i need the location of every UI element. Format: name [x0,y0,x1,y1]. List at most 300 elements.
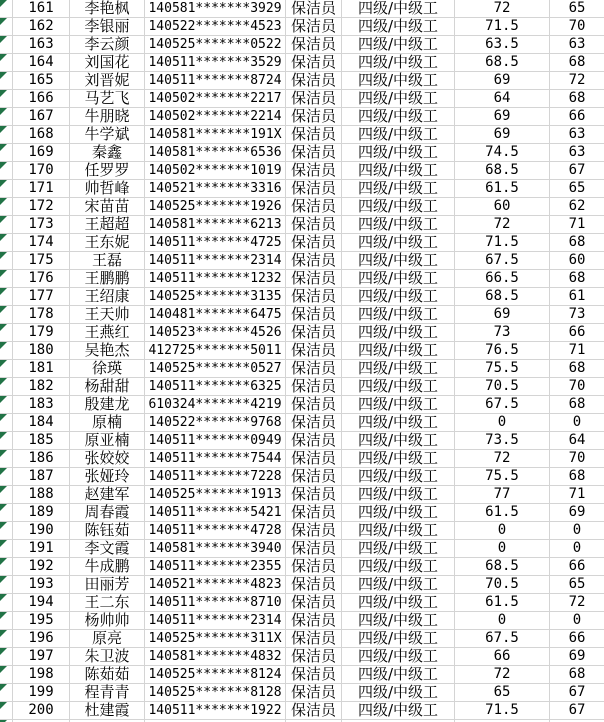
row-number-cell[interactable]: 195 [13,612,70,629]
name-cell[interactable]: 陈茹茹 [70,666,145,683]
name-cell[interactable]: 王天帅 [70,306,145,323]
score1-cell[interactable]: 60 [455,198,550,215]
score2-cell[interactable]: 63 [568,36,586,52]
row-number-cell[interactable]: 163 [13,36,70,53]
error-indicator-cell [0,684,13,701]
score1-cell[interactable]: 68.5 [455,558,550,575]
id-number-cell[interactable]: 140522*******4523 [145,18,286,35]
table-row [0,540,604,558]
score1-cell[interactable]: 72 [455,0,550,17]
score1-cell[interactable]: 72 [455,216,550,233]
skill-level-cell[interactable]: 四级/中级工 [342,18,455,35]
score2-cell[interactable]: 71 [568,216,586,232]
skill-level-cell[interactable]: 四级/中级工 [342,594,455,611]
score1-cell[interactable]: 76.5 [455,342,550,359]
skill-level-cell[interactable]: 四级/中级工 [342,666,455,683]
skill-level-cell[interactable]: 四级/中级工 [342,648,455,665]
skill-level-cell[interactable]: 四级/中级工 [342,558,455,575]
score1-cell[interactable]: 75.5 [455,360,550,377]
table-row [0,378,604,396]
skill-level-cell[interactable]: 四级/中级工 [342,180,455,197]
id-number-cell[interactable]: 140511*******2314 [145,252,286,269]
row-number-cell[interactable]: 190 [13,522,70,539]
id-number-cell[interactable]: 140581*******3929 [145,0,286,17]
name-cell[interactable]: 赵建军 [70,486,145,503]
job-title-cell[interactable]: 保洁员 [286,342,342,359]
job-title-cell[interactable]: 保洁员 [286,0,342,17]
id-number-cell[interactable]: 140581*******191X [145,126,286,143]
row-number-cell[interactable]: 174 [13,234,70,251]
name-cell[interactable]: 牛成鹏 [70,558,145,575]
job-title-cell[interactable]: 保洁员 [286,378,342,395]
score1-cell[interactable]: 0 [455,540,550,557]
error-indicator-cell [0,54,13,71]
table-row [0,684,604,702]
id-number-cell[interactable]: 140511*******5421 [145,504,286,521]
skill-level-cell[interactable]: 四级/中级工 [342,54,455,71]
score1-cell[interactable]: 71.5 [455,234,550,251]
row-number-cell[interactable]: 197 [13,648,70,665]
row-number-cell[interactable]: 181 [13,360,70,377]
score1-cell[interactable]: 69 [455,72,550,89]
row-number-cell[interactable]: 180 [13,342,70,359]
job-title-cell[interactable]: 保洁员 [286,594,342,611]
score1-cell[interactable]: 69 [455,306,550,323]
row-number-cell[interactable]: 182 [13,378,70,395]
job-title-cell[interactable]: 保洁员 [286,216,342,233]
job-title-cell[interactable]: 保洁员 [286,162,342,179]
row-number-cell[interactable]: 198 [13,666,70,683]
row-number-cell[interactable]: 179 [13,324,70,341]
score2-cell[interactable]: 66 [568,108,586,124]
job-title-cell[interactable]: 保洁员 [286,72,342,89]
score2-cell[interactable]: 60 [568,252,586,268]
job-title-cell[interactable]: 保洁员 [286,234,342,251]
skill-level-cell[interactable]: 四级/中级工 [342,252,455,269]
error-indicator-triangle-icon [0,126,7,133]
job-title-cell[interactable]: 保洁员 [286,198,342,215]
row-number-cell[interactable]: 162 [13,18,70,35]
name-cell[interactable]: 牛学斌 [70,126,145,143]
score2-cell[interactable]: 66 [568,630,586,646]
score1-cell[interactable]: 67.5 [455,630,550,647]
score1-cell[interactable]: 77 [455,486,550,503]
row-number-cell[interactable]: 166 [13,90,70,107]
error-indicator-cell [0,36,13,53]
score2-cell[interactable]: 70 [568,450,586,466]
score2-cell[interactable]: 64 [568,432,586,448]
score1-cell[interactable]: 63.5 [455,36,550,53]
id-number-cell[interactable]: 140511*******2314 [145,612,286,629]
skill-level-cell[interactable]: 四级/中级工 [342,306,455,323]
row-number-cell[interactable]: 199 [13,684,70,701]
job-title-cell[interactable]: 保洁员 [286,504,342,521]
job-title-cell[interactable]: 保洁员 [286,414,342,431]
table-row [0,216,604,234]
id-number-cell[interactable]: 610324*******4219 [145,396,286,413]
row-number-cell[interactable]: 196 [13,630,70,647]
id-number-cell[interactable]: 140502*******2214 [145,108,286,125]
id-number-cell[interactable]: 140521*******4823 [145,576,286,593]
id-number-cell[interactable]: 140502*******2217 [145,90,286,107]
job-title-cell[interactable]: 保洁员 [286,450,342,467]
row-number-cell[interactable]: 164 [13,54,70,71]
job-title-cell[interactable]: 保洁员 [286,90,342,107]
skill-level-cell[interactable]: 四级/中级工 [342,684,455,701]
row-number-cell[interactable]: 185 [13,432,70,449]
skill-level-cell[interactable]: 四级/中级工 [342,270,455,287]
score2-cell[interactable]: 65 [568,180,586,196]
id-number-cell[interactable]: 140511*******2355 [145,558,286,575]
score2-cell[interactable]: 69 [568,648,586,664]
score1-cell[interactable]: 72 [455,450,550,467]
row-number-cell[interactable]: 186 [13,450,70,467]
score2-cell[interactable]: 68 [568,234,586,250]
id-number-cell[interactable]: 140511*******0949 [145,432,286,449]
score2-cell[interactable]: 68 [568,666,586,682]
name-cell[interactable]: 王鹏鹏 [70,270,145,287]
job-title-cell[interactable]: 保洁员 [286,558,342,575]
score1-cell[interactable]: 61.5 [455,594,550,611]
error-indicator-triangle-icon [0,72,7,79]
id-number-cell[interactable]: 140581*******6213 [145,216,286,233]
error-indicator-triangle-icon [0,432,7,439]
skill-level-cell[interactable]: 四级/中级工 [342,198,455,215]
name-cell[interactable]: 杜建霞 [70,702,145,719]
name-cell[interactable]: 王绍康 [70,288,145,305]
id-number-cell[interactable]: 140581*******3940 [145,540,286,557]
id-number-cell[interactable]: 140511*******7228 [145,468,286,485]
job-title-cell[interactable]: 保洁员 [286,648,342,665]
score1-cell[interactable]: 0 [455,612,550,629]
name-cell[interactable]: 周春霞 [70,504,145,521]
skill-level-cell[interactable]: 四级/中级工 [342,576,455,593]
id-number-cell[interactable]: 140521*******3316 [145,180,286,197]
job-title-cell[interactable]: 保洁员 [286,468,342,485]
name-cell[interactable]: 王燕红 [70,324,145,341]
score2-cell[interactable]: 68 [568,270,586,286]
name-cell[interactable]: 李文霞 [70,540,145,557]
name-cell[interactable]: 王东妮 [70,234,145,251]
skill-level-cell[interactable]: 四级/中级工 [342,144,455,161]
skill-level-cell[interactable]: 四级/中级工 [342,702,455,719]
name-cell[interactable]: 李银丽 [70,18,145,35]
skill-level-cell[interactable]: 四级/中级工 [342,72,455,89]
score2-cell[interactable]: 71 [568,486,586,502]
id-number-cell[interactable]: 140525*******8128 [145,684,286,701]
score2-cell[interactable]: 66 [568,558,586,574]
id-number-cell[interactable]: 140525*******311X [145,630,286,647]
row-number-cell[interactable]: 177 [13,288,70,305]
skill-level-cell[interactable]: 四级/中级工 [342,486,455,503]
id-number-cell[interactable]: 140481*******6475 [145,306,286,323]
name-cell[interactable]: 杨甜甜 [70,378,145,395]
name-cell[interactable]: 宋苗苗 [70,198,145,215]
error-indicator-cell [0,162,13,179]
table-row [0,702,604,720]
score2-cell[interactable]: 72 [568,72,586,88]
name-cell[interactable]: 原亚楠 [70,432,145,449]
score2-cell[interactable]: 68 [568,360,586,376]
table-row [0,396,604,414]
score2-cell[interactable]: 68 [568,468,586,484]
row-number-cell[interactable]: 183 [13,396,70,413]
row-number-cell[interactable]: 169 [13,144,70,161]
name-cell[interactable]: 任罗罗 [70,162,145,179]
row-number-cell[interactable]: 191 [13,540,70,557]
skill-level-cell[interactable]: 四级/中级工 [342,0,455,17]
job-title-cell[interactable]: 保洁员 [286,144,342,161]
score2-cell[interactable]: 70 [568,18,586,34]
id-number-cell[interactable]: 412725*******5011 [145,342,286,359]
score1-cell[interactable]: 75.5 [455,468,550,485]
job-title-cell[interactable]: 保洁员 [286,306,342,323]
id-number-cell[interactable]: 140511*******8710 [145,594,286,611]
score2-cell[interactable]: 0 [572,522,582,538]
skill-level-cell[interactable]: 四级/中级工 [342,216,455,233]
id-number-cell[interactable]: 140525*******1913 [145,486,286,503]
id-number-cell[interactable]: 140511*******7544 [145,450,286,467]
score1-cell[interactable]: 73.5 [455,432,550,449]
score1-cell[interactable]: 70.5 [455,378,550,395]
row-number-cell[interactable]: 161 [13,0,70,17]
name-cell[interactable]: 原亮 [70,630,145,647]
id-number-cell[interactable]: 140525*******8124 [145,666,286,683]
score1-cell[interactable]: 0 [455,414,550,431]
skill-level-cell[interactable]: 四级/中级工 [342,414,455,431]
name-cell[interactable]: 帅哲峰 [70,180,145,197]
name-cell[interactable]: 原楠 [70,414,145,431]
job-title-cell[interactable]: 保洁员 [286,486,342,503]
job-title-cell[interactable]: 保洁员 [286,630,342,647]
score2-cell[interactable]: 68 [568,54,586,70]
table-row [0,522,604,540]
name-cell[interactable]: 马艺飞 [70,90,145,107]
score2-cell[interactable]: 66 [568,324,586,340]
name-cell[interactable]: 朱卫波 [70,648,145,665]
skill-level-cell[interactable]: 四级/中级工 [342,522,455,539]
row-number-cell[interactable]: 189 [13,504,70,521]
job-title-cell[interactable]: 保洁员 [286,612,342,629]
score2-cell[interactable]: 0 [572,540,582,556]
job-title-cell[interactable]: 保洁员 [286,324,342,341]
row-number-cell[interactable]: 167 [13,108,70,125]
name-cell[interactable]: 殷建龙 [70,396,145,413]
score1-cell[interactable]: 71.5 [455,18,550,35]
id-number-cell[interactable]: 140581*******6536 [145,144,286,161]
skill-level-cell[interactable]: 四级/中级工 [342,90,455,107]
skill-level-cell[interactable]: 四级/中级工 [342,108,455,125]
name-cell[interactable]: 徐瑛 [70,360,145,377]
name-cell[interactable]: 程青青 [70,684,145,701]
score2-cell[interactable]: 0 [572,612,582,628]
row-number-cell[interactable]: 173 [13,216,70,233]
row-number-cell[interactable]: 168 [13,126,70,143]
score1-cell[interactable]: 68.5 [455,288,550,305]
job-title-cell[interactable]: 保洁员 [286,18,342,35]
skill-level-cell[interactable]: 四级/中级工 [342,288,455,305]
row-number-cell[interactable]: 176 [13,270,70,287]
name-cell[interactable]: 牛朋晓 [70,108,145,125]
name-cell[interactable]: 刘晋妮 [70,72,145,89]
row-number-cell[interactable]: 178 [13,306,70,323]
id-number-cell[interactable]: 140511*******6325 [145,378,286,395]
table-row [0,180,604,198]
name-cell[interactable]: 杨帅帅 [70,612,145,629]
skill-level-cell[interactable]: 四级/中级工 [342,378,455,395]
row-number-cell[interactable]: 200 [13,702,70,719]
score1-cell[interactable]: 68.5 [455,162,550,179]
row-number-cell[interactable]: 165 [13,72,70,89]
error-indicator-triangle-icon [0,396,7,403]
id-number-cell[interactable]: 140523*******4526 [145,324,286,341]
row-number-cell[interactable]: 187 [13,468,70,485]
score1-cell[interactable]: 65 [455,684,550,701]
id-number-cell[interactable]: 140525*******0522 [145,36,286,53]
score2-cell[interactable]: 71 [568,342,586,358]
job-title-cell[interactable]: 保洁员 [286,666,342,683]
score2-cell[interactable]: 61 [568,288,586,304]
row-number-cell[interactable]: 193 [13,576,70,593]
id-number-cell[interactable]: 140511*******8724 [145,72,286,89]
skill-level-cell[interactable]: 四级/中级工 [342,396,455,413]
score1-cell[interactable]: 68.5 [455,54,550,71]
id-number-cell[interactable]: 140511*******3529 [145,54,286,71]
row-number-cell[interactable]: 184 [13,414,70,431]
score1-cell[interactable]: 70.5 [455,576,550,593]
score2-cell[interactable]: 63 [568,126,586,142]
job-title-cell[interactable]: 保洁员 [286,180,342,197]
job-title-cell[interactable]: 保洁员 [286,54,342,71]
skill-level-cell[interactable]: 四级/中级工 [342,234,455,251]
score2-cell[interactable]: 62 [568,198,586,214]
score2-cell[interactable]: 63 [568,144,586,160]
skill-level-cell[interactable]: 四级/中级工 [342,468,455,485]
table-row [0,648,604,666]
name-cell[interactable]: 刘国花 [70,54,145,71]
error-indicator-triangle-icon [0,360,7,367]
job-title-cell[interactable]: 保洁员 [286,522,342,539]
name-cell[interactable]: 李云颜 [70,36,145,53]
score1-cell[interactable]: 67.5 [455,252,550,269]
score2-cell[interactable]: 68 [568,396,586,412]
score1-cell[interactable]: 74.5 [455,144,550,161]
skill-level-cell[interactable]: 四级/中级工 [342,36,455,53]
name-cell[interactable]: 张姣姣 [70,450,145,467]
job-title-cell[interactable]: 保洁员 [286,702,342,719]
row-number-cell[interactable]: 170 [13,162,70,179]
skill-level-cell[interactable]: 四级/中级工 [342,630,455,647]
score2-cell[interactable]: 67 [568,162,586,178]
job-title-cell[interactable]: 保洁员 [286,432,342,449]
job-title-cell[interactable]: 保洁员 [286,270,342,287]
score1-cell[interactable]: 67.5 [455,396,550,413]
job-title-cell[interactable]: 保洁员 [286,252,342,269]
score1-cell[interactable]: 72 [455,666,550,683]
score1-cell[interactable]: 61.5 [455,180,550,197]
job-title-cell[interactable]: 保洁员 [286,684,342,701]
score1-cell[interactable]: 66.5 [455,270,550,287]
score2-cell[interactable]: 0 [572,414,582,430]
skill-level-cell[interactable]: 四级/中级工 [342,504,455,521]
job-title-cell[interactable]: 保洁员 [286,126,342,143]
row-number-cell[interactable]: 194 [13,594,70,611]
score1-cell[interactable]: 0 [455,522,550,539]
row-number-cell[interactable]: 171 [13,180,70,197]
name-cell[interactable]: 田丽芳 [70,576,145,593]
score1-cell[interactable]: 64 [455,90,550,107]
name-cell[interactable]: 王超超 [70,216,145,233]
name-cell[interactable]: 吴艳杰 [70,342,145,359]
job-title-cell[interactable]: 保洁员 [286,108,342,125]
id-number-cell[interactable]: 140502*******1019 [145,162,286,179]
score2-cell[interactable]: 73 [568,306,586,322]
score1-cell[interactable]: 69 [455,126,550,143]
error-indicator-triangle-icon [0,648,7,655]
score2-cell[interactable]: 70 [568,378,586,394]
job-title-cell[interactable]: 保洁员 [286,288,342,305]
skill-level-cell[interactable]: 四级/中级工 [342,162,455,179]
job-title-cell[interactable]: 保洁员 [286,576,342,593]
job-title-cell[interactable]: 保洁员 [286,540,342,557]
id-number-cell[interactable]: 140581*******4832 [145,648,286,665]
job-title-cell[interactable]: 保洁员 [286,360,342,377]
name-cell[interactable]: 张娅玲 [70,468,145,485]
id-number-cell[interactable]: 140525*******1926 [145,198,286,215]
error-indicator-triangle-icon [0,342,7,349]
score1-cell[interactable]: 69 [455,108,550,125]
id-number-cell[interactable]: 140522*******9768 [145,414,286,431]
row-number-cell[interactable]: 188 [13,486,70,503]
score1-cell[interactable]: 66 [455,648,550,665]
score2-cell[interactable]: 65 [568,0,586,16]
row-number-cell[interactable]: 192 [13,558,70,575]
skill-level-cell[interactable]: 四级/中级工 [342,540,455,557]
score2-cell[interactable]: 68 [568,90,586,106]
name-cell[interactable]: 秦鑫 [70,144,145,161]
name-cell[interactable]: 王磊 [70,252,145,269]
name-cell[interactable]: 王二东 [70,594,145,611]
id-number-cell[interactable]: 140511*******4728 [145,522,286,539]
score2-cell[interactable]: 72 [568,594,586,610]
skill-level-cell[interactable]: 四级/中级工 [342,450,455,467]
skill-level-cell[interactable]: 四级/中级工 [342,612,455,629]
id-number-cell[interactable]: 140511*******1922 [145,702,286,719]
id-number-cell[interactable]: 140511*******4725 [145,234,286,251]
skill-level-cell[interactable]: 四级/中级工 [342,360,455,377]
id-number-cell[interactable]: 140525*******0527 [145,360,286,377]
id-number-cell[interactable]: 140525*******3135 [145,288,286,305]
skill-level-cell[interactable]: 四级/中级工 [342,432,455,449]
skill-level-cell[interactable]: 四级/中级工 [342,324,455,341]
score2-cell[interactable]: 67 [568,702,586,718]
skill-level-cell[interactable]: 四级/中级工 [342,342,455,359]
id-number-cell[interactable]: 140511*******1232 [145,270,286,287]
score2-cell[interactable]: 67 [568,684,586,700]
row-number-cell[interactable]: 172 [13,198,70,215]
score1-cell[interactable]: 61.5 [455,504,550,521]
name-cell[interactable]: 李艳枫 [70,0,145,17]
job-title-cell[interactable]: 保洁员 [286,36,342,53]
score1-cell[interactable]: 73 [455,324,550,341]
score1-cell[interactable]: 71.5 [455,702,550,719]
score2-cell[interactable]: 65 [568,576,586,592]
name-cell[interactable]: 陈钰茹 [70,522,145,539]
row-number-cell[interactable]: 175 [13,252,70,269]
skill-level-cell[interactable]: 四级/中级工 [342,126,455,143]
job-title-cell[interactable]: 保洁员 [286,396,342,413]
score2-cell[interactable]: 69 [568,504,586,520]
